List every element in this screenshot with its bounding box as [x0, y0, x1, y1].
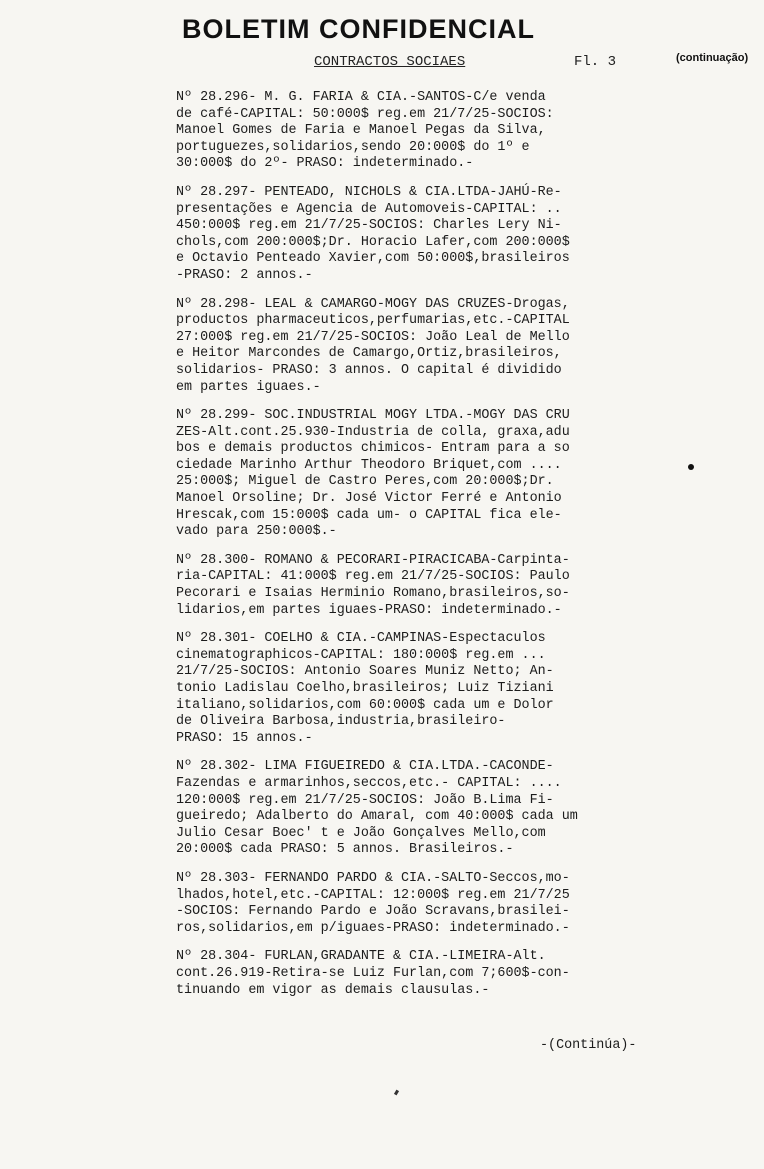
entry-line: Manoel Gomes de Faria e Manoel Pegas da Silva,: [176, 123, 546, 139]
entry-line: ciedade Marinho Arthur Theodoro Briquet,com ....: [176, 457, 562, 473]
entry-line: ZES-Alt.cont.25.930-Industria de colla, graxa,adu: [176, 424, 570, 440]
continues-note: -(Continúa)-: [540, 1038, 637, 1053]
entry-line: chols,com 200:000$;Dr. Horacio Lafer,com 200:000$: [176, 234, 570, 250]
registry-entry-28298: [176, 297, 670, 397]
registry-entry-28300: [176, 553, 670, 619]
entry-line: e Octavio Penteado Xavier,com 50:000$,brasileiros: [176, 251, 570, 267]
entry-line: Manoel Orsoline; Dr. José Victor Ferré e Antonio: [176, 491, 562, 507]
page-number: Fl. 3: [574, 54, 617, 70]
entry-line: 21/7/25-SOCIOS: Antonio Soares Muniz Netto; An-: [176, 664, 554, 680]
entry-line: Nº 28.296- M. G. FARIA & CIA.-SANTOS-C/e venda: [176, 90, 546, 105]
registry-entry-28299: [176, 408, 670, 541]
entry-line: PRASO: 15 annos.-: [176, 730, 313, 746]
entry-line: lhados,hotel,etc.-CAPITAL: 12:000$ reg.em 21/7/25: [176, 887, 570, 903]
entry-line: lidarios,em partes iguaes-PRASO: indeterminado.-: [176, 602, 562, 618]
entries-list: [176, 90, 670, 1011]
entry-line: de café-CAPITAL: 50:000$ reg.em 21/7/25-SOCIOS:: [176, 106, 554, 122]
entry-line: Pecorari e Isaias Herminio Romano,brasileiros,so-: [176, 586, 570, 602]
entry-line: 120:000$ reg.em 21/7/25-SOCIOS: João B.Lima Fi-: [176, 792, 554, 808]
entry-line: -SOCIOS: Fernando Pardo e João Scravans,brasilei-: [176, 904, 570, 920]
entry-line: 20:000$ cada PRASO: 5 annos. Brasileiros.-: [176, 842, 514, 858]
registry-entry-28304: [176, 949, 670, 999]
registry-entry-28303: [176, 871, 670, 937]
entry-line: 30:000$ do 2º- PRASO: indeterminado.-: [176, 156, 474, 172]
entry-line: Nº 28.301- COELHO & CIA.-CAMPINAS-Espectaculos: [176, 631, 546, 647]
document-title: BOLETIM CONFIDENCIAL: [182, 14, 535, 44]
entry-line: cinematographicos-CAPITAL: 180:000$ reg.em ...: [176, 647, 546, 663]
entry-line: vado para 250:000$.-: [176, 524, 337, 540]
registry-entry-28302: [176, 759, 670, 859]
entry-line: Nº 28.298- LEAL & CAMARGO-MOGY DAS CRUZES-Drogas,: [176, 296, 570, 312]
entry-line: gueiredo; Adalberto do Amaral, com 40:000$ cada um: [176, 809, 578, 825]
entry-line: productos pharmaceuticos,perfumarias,etc.-CAPITAL: [176, 313, 570, 329]
entry-line: tonio Ladislau Coelho,brasileiros; Luiz Tiziani: [176, 681, 554, 696]
registry-entry-28301: [176, 631, 670, 747]
ink-dot: [688, 464, 694, 470]
entry-line: Nº 28.302- LIMA FIGUEIREDO & CIA.LTDA.-CACONDE-: [176, 759, 554, 775]
entry-line: -PRASO: 2 annos.-: [176, 267, 313, 283]
entry-line: e Heitor Marcondes de Camargo,Ortiz,brasileiros,: [176, 346, 562, 362]
entry-line: Nº 28.303- FERNANDO PARDO & CIA.-SALTO-Seccos,mo-: [176, 870, 570, 886]
registry-entry-28296: [176, 90, 670, 173]
entry-line: bos e demais productos chimicos- Entram para a so: [176, 441, 570, 457]
entry-line: Nº 28.297- PENTEADO, NICHOLS & CIA.LTDA-JAHÚ-Re-: [176, 184, 562, 200]
entry-line: 27:000$ reg.em 21/7/25-SOCIOS: João Leal de Mello: [176, 329, 570, 345]
entry-line: de Oliveira Barbosa,industria,brasileiro-: [176, 714, 506, 730]
registry-entry-28297: [176, 185, 670, 285]
section-heading: CONTRACTOS SOCIAES: [314, 54, 466, 70]
entry-line: cont.26.919-Retira-se Luiz Furlan,com 7;600$-con-: [176, 965, 570, 981]
entry-line: Nº 28.300- ROMANO & PECORARI-PIRACICABA-Carpinta-: [176, 552, 570, 568]
entry-line: Fazendas e armarinhos,seccos,etc.- CAPITAL: ....: [176, 775, 562, 791]
entry-line: Nº 28.304- FURLAN,GRADANTE & CIA.-LIMEIRA-Alt.: [176, 949, 546, 965]
entry-line: em partes iguaes.-: [176, 379, 321, 395]
entry-line: italiano,solidarios,com 60:000$ cada um e Dolor: [176, 697, 554, 713]
entry-line: ros,solidarios,em p/iguaes-PRASO: indeterminado.-: [176, 920, 570, 936]
entry-line: Hrescak,com 15:000$ cada um- o CAPITAL fica ele-: [176, 507, 562, 523]
entry-line: ria-CAPITAL: 41:000$ reg.em 21/7/25-SOCIOS: Paulo: [176, 569, 570, 585]
entry-line: 450:000$ reg.em 21/7/25-SOCIOS: Charles Lery Ni-: [176, 218, 562, 234]
entry-line: presentações e Agencia de Automoveis-CAPITAL: ..: [176, 201, 562, 217]
continuation-note: (continuação): [676, 52, 749, 64]
entry-line: tinuando em vigor as demais clausulas.-: [176, 982, 490, 998]
entry-line: portuguezes,solidarios,sendo 20:000$ do 1º e: [176, 139, 530, 155]
entry-line: Julio Cesar Boec' t e João Gonçalves Mello,com: [176, 825, 546, 841]
entry-line: solidarios- PRASO: 3 annos. O capital é dividido: [176, 362, 562, 378]
ink-speck: [394, 1090, 399, 1096]
entry-line: 25:000$; Miguel de Castro Peres,com 20:000$;Dr.: [176, 474, 554, 490]
entry-line: Nº 28.299- SOC.INDUSTRIAL MOGY LTDA.-MOGY DAS CRU: [176, 408, 570, 424]
